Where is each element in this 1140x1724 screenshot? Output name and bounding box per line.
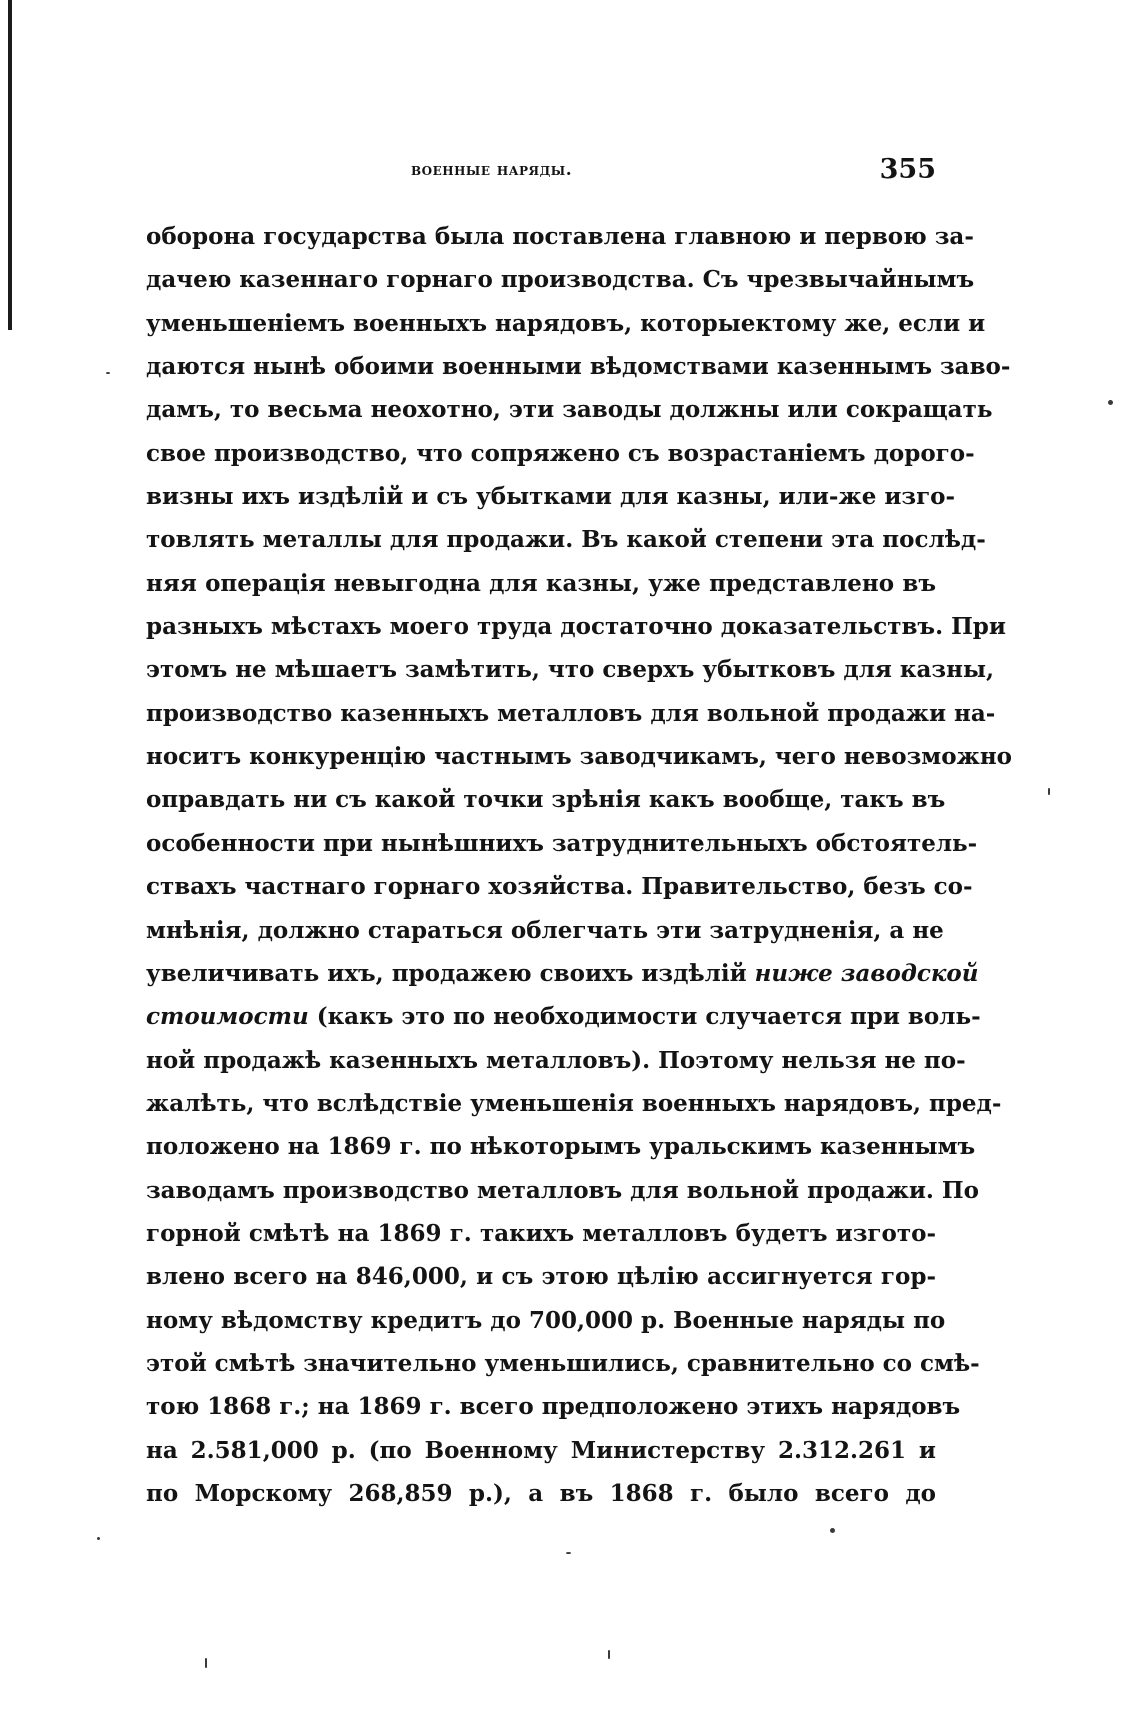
line-text: на 2.581,000 р. (по Военному Министерству 2.312.261 и (146, 1436, 936, 1464)
text-line (146, 345, 1011, 388)
line-text: оправдать ни съ какой точки зрѣнія какъ вообще, такъ въ (146, 786, 946, 814)
text-line (146, 822, 978, 865)
scan-speck (97, 1537, 100, 1540)
line-text: мнѣнія, должно стараться облегчать эти затрудненія, а не (146, 916, 944, 944)
line-text: горной смѣтѣ на 1869 г. такихъ металловъ будетъ изгото- (146, 1219, 936, 1247)
scan-speck (1048, 788, 1050, 795)
line-text: ному вѣдомству кредитъ до 700,000 р. Военные наряды по (146, 1306, 946, 1334)
text-line (146, 432, 975, 475)
text-line (146, 865, 973, 908)
text-line (146, 605, 1006, 648)
running-head (146, 154, 936, 190)
scan-speck (1108, 400, 1113, 405)
text-line (146, 1299, 946, 1342)
line-text: ствахъ частнаго горнаго хозяйства. Правительство, безъ со- (146, 873, 973, 901)
line-text: дамъ, то весьма неохотно, эти заводы должны или сокращать (146, 396, 993, 424)
line-text: носитъ конкуренцію частнымъ заводчикамъ, чего невозможно (146, 743, 1013, 771)
text-line (146, 1472, 936, 1515)
italic-phrase: ниже заводской (754, 959, 979, 987)
text-line (146, 1385, 961, 1428)
scan-speck (106, 372, 110, 374)
text-line (146, 1125, 976, 1168)
line-text: (какъ это по необходимости случается при воль- (308, 1003, 981, 1031)
line-text: особенности при нынѣшнихъ затруднительныхъ обстоятель- (146, 829, 978, 857)
text-line (146, 388, 993, 431)
text-line (146, 562, 936, 605)
text-line (146, 735, 1013, 778)
line-text: производство казенныхъ металловъ для вольной продажи на- (146, 699, 996, 727)
line-text: по Морскому 268,859 р.), а въ 1868 г. было всего до (146, 1479, 936, 1507)
line-text: тою 1868 г.; на 1869 г. всего предположено этихъ нарядовъ (146, 1393, 961, 1421)
scan-speck (566, 1552, 571, 1554)
text-line (146, 1342, 980, 1385)
scan-edge-line (8, 0, 12, 330)
running-title: военные наряды. (411, 160, 573, 180)
scan-speck (205, 1658, 207, 1668)
text-line (146, 692, 996, 735)
line-text: жалѣть, что вслѣдствіе уменьшенія военныхъ нарядовъ, пред- (146, 1089, 1002, 1117)
scan-speck (608, 1650, 610, 1659)
text-line (146, 778, 946, 821)
text-line (146, 1429, 936, 1472)
line-text: даются нынѣ обоими военными вѣдомствами казеннымъ заво- (146, 353, 1011, 381)
line-text: разныхъ мѣстахъ моего труда достаточно доказательствъ. При (146, 613, 1006, 641)
text-line (146, 909, 944, 952)
text-line (146, 302, 986, 345)
line-text: влено всего на 846,000, и съ этою цѣлію ассигнуется гор- (146, 1263, 936, 1291)
line-text: оборона государства была поставлена главною и первою за- (146, 223, 974, 250)
line-text: заводамъ производство металловъ для вольной продажи. По (146, 1176, 979, 1204)
line-text: визны ихъ издѣлій и съ убытками для казны, или-же изго- (146, 483, 956, 511)
text-line (146, 1255, 936, 1298)
text-line (146, 258, 975, 301)
text-line (146, 518, 986, 561)
line-text: этой смѣтѣ значительно уменьшились, сравнительно со смѣ- (146, 1349, 980, 1377)
body-text (146, 215, 1013, 1515)
line-text: товлять металлы для продажи. Въ какой степени эта послѣд- (146, 526, 986, 554)
text-line (146, 1169, 979, 1212)
text-line (146, 1212, 936, 1255)
text-line (146, 215, 974, 258)
line-text: положено на 1869 г. по нѣкоторымъ уральскимъ казеннымъ (146, 1133, 976, 1161)
text-line (146, 1039, 966, 1082)
line-text: увеличивать ихъ, продажею своихъ издѣлій (146, 959, 747, 987)
line-text: уменьшеніемъ военныхъ нарядовъ, которыектому же, если и (146, 309, 986, 337)
scan-speck (830, 1528, 835, 1533)
line-text: няя операція невыгодна для казны, уже представлено въ (146, 569, 936, 597)
line-text: дачею казеннаго горнаго производства. Съ чрезвычайнымъ (146, 266, 975, 294)
line-text: этомъ не мѣшаетъ замѣтить, что сверхъ убытковъ для казны, (146, 656, 995, 684)
line-text: ной продажѣ казенныхъ металловъ). Поэтому нельзя не по- (146, 1046, 966, 1074)
text-line (146, 952, 979, 995)
text-line (146, 475, 956, 518)
text-line (146, 995, 981, 1038)
italic-phrase: стоимости (146, 1003, 309, 1031)
text-line (146, 648, 995, 691)
line-text: свое производство, что сопряжено съ возрастаніемъ дорого- (146, 439, 975, 467)
text-line (146, 1082, 1002, 1125)
page-number: 355 (879, 154, 936, 185)
